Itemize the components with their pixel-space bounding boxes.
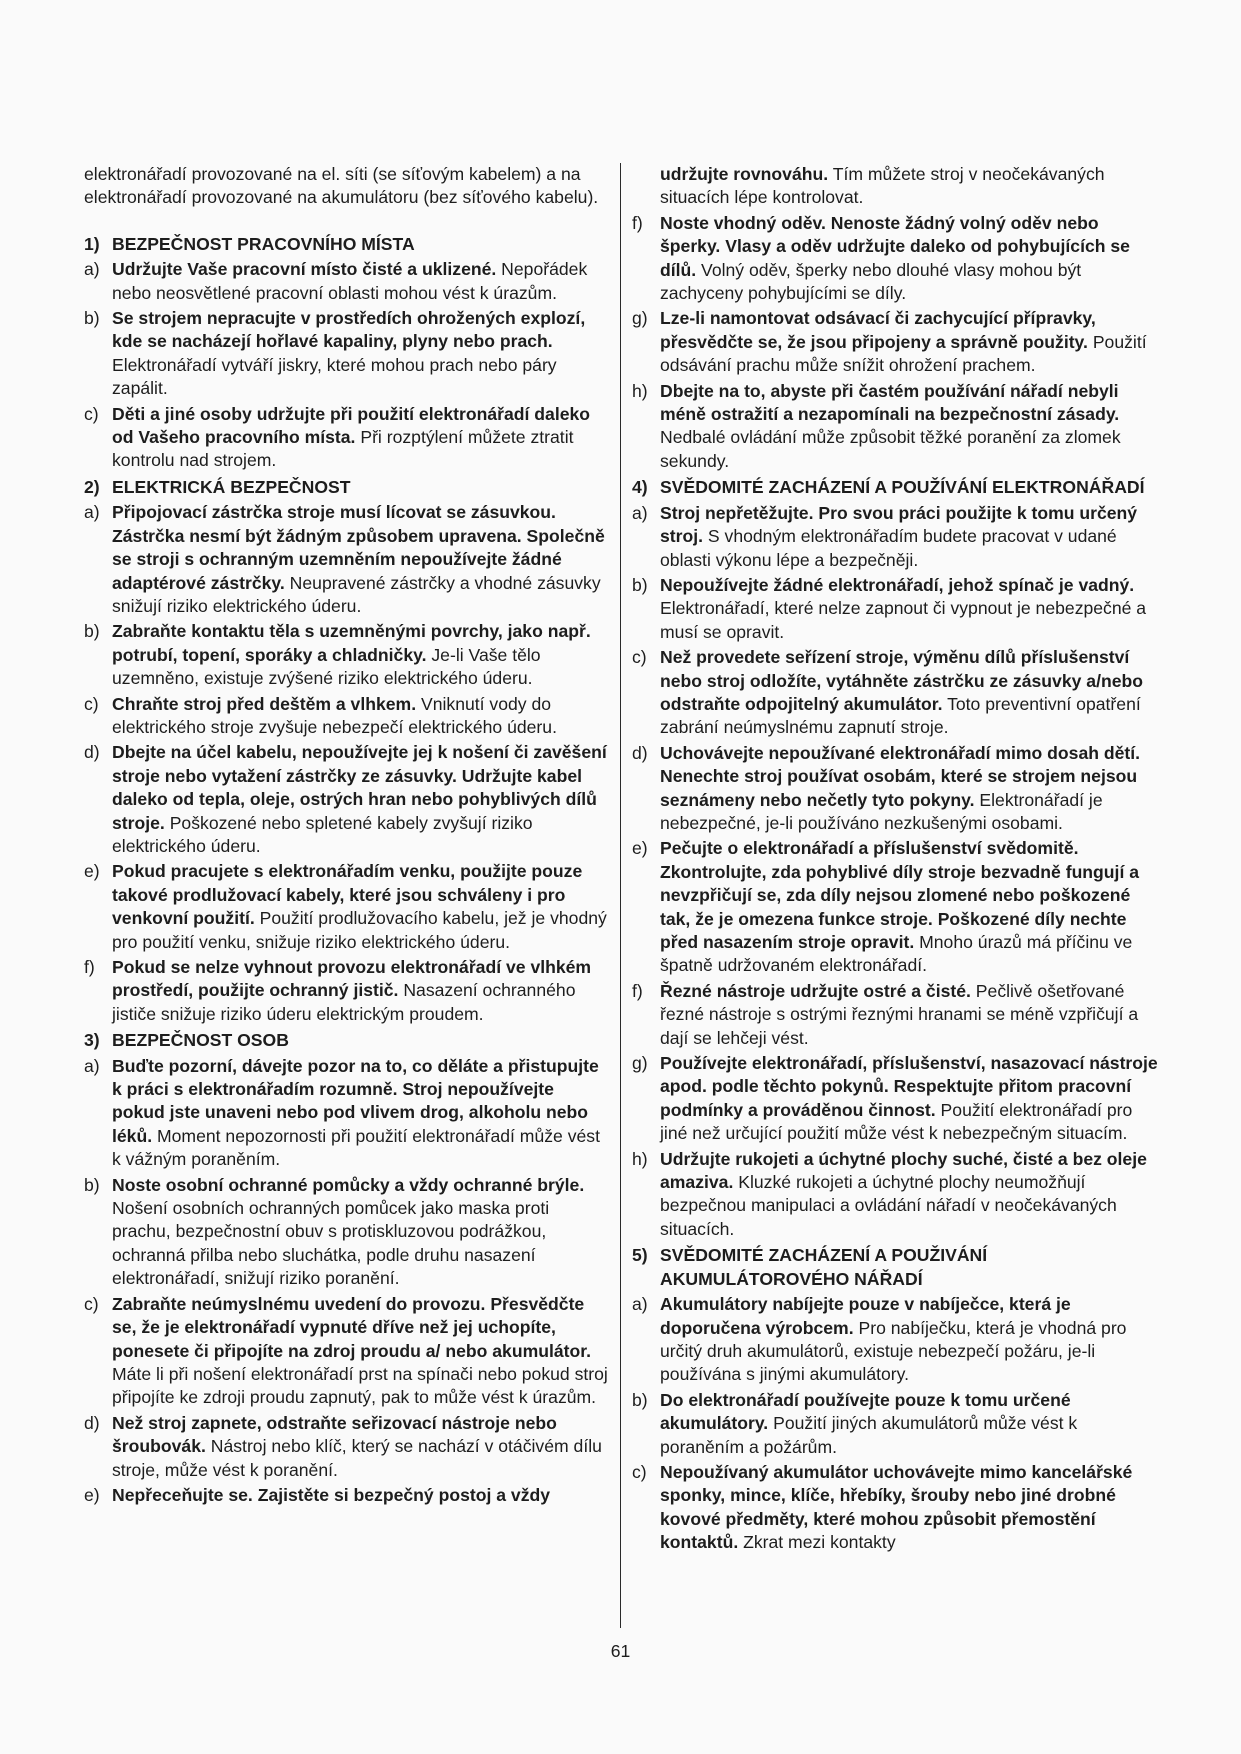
item-text: Nepořádek nebo neosvětlené pracovní oblasti mohou vést k úrazům. [112, 259, 588, 303]
section-title: ELEKTRICKÁ BEZPEČNOST [112, 476, 351, 497]
item-letter: e) [632, 838, 648, 859]
list-item [84, 1174, 610, 1291]
item-text: Použití elektronářadí pro jiné než určující použití může vést k nebezpečným situacím. [660, 1099, 1133, 1144]
section-number: 5) [632, 1245, 648, 1266]
list-item [632, 980, 1162, 1050]
item-bold-text: Akumulátory nabíjejte pouze v nabíječce, která je doporučena výrobcem. [660, 1294, 1071, 1338]
list-item [632, 1389, 1162, 1459]
list-item [84, 956, 610, 1026]
continuation-paragraph: udržujte rovnováhu. Tím můžete stroj v neočekávaných situacích lépe kontrolovat. [660, 164, 1105, 208]
list-item [632, 502, 1162, 572]
item-letter: a) [632, 502, 648, 523]
item-bold-text: Připojovací zástrčka stroje musí lícovat se zásuvkou. Zástrčka nesmí být žádným způsobem upravena. Společně se stroji s ochranným uzemněním nepoužívejte žádné adaptérové zástrčky. [112, 502, 605, 593]
list-item [632, 1461, 1162, 1555]
item-letter: e) [84, 1484, 100, 1505]
item-text: Máte li při nošení elektronářadí prst na spínači nebo pokud stroj připojíte ke zdroji proudu zapnutý, pak to může vést k úrazům. [112, 1363, 608, 1408]
item-bold-text: Se strojem nepracujte v prostředích ohrožených explozí, kde se nacházejí hořlavé kapaliny, plyny nebo prach. [112, 308, 586, 352]
section-title: SVĚDOMITÉ ZACHÁZENÍ A POUŽÍVÁNÍ ELEKTRONÁŘADÍ [660, 477, 1145, 498]
list-item [84, 620, 610, 690]
list-item [84, 1293, 610, 1410]
item-text: Zkrat mezi kontakty [738, 1532, 896, 1553]
item-letter: c) [632, 647, 647, 668]
item-text: Pečlivě ošetřované řezné nástroje s ostrými řeznými hranami se méně vzpřičují a dají se lehčeji vést. [660, 980, 1139, 1048]
item-letter: b) [84, 621, 100, 642]
item-letter: f) [632, 212, 643, 233]
item-letter: d) [632, 742, 648, 763]
list-item [84, 860, 610, 954]
item-letter: f) [632, 980, 643, 1001]
item-bold-text: Používejte elektronářadí, příslušenství, nasazovací nástroje apod. podle těchto pokynů. Respektujte přitom pracovní podmínky a prováděnou činnost. [660, 1053, 1158, 1120]
section-title: SVĚDOMITÉ ZACHÁZENÍ A POUŽIVÁNÍ AKUMULÁTOROVÉHO NÁŘADÍ [660, 1245, 988, 1289]
list-item [632, 380, 1162, 474]
item-bold-text: Udržujte Vaše pracovní místo čisté a uklizené. [112, 259, 497, 280]
item-letter: d) [84, 742, 100, 763]
item-letter: h) [632, 380, 648, 401]
item-bold-text: Děti a jiné osoby udržujte při použití elektronářadí daleko od Vašeho pracovního místa. [112, 403, 591, 448]
section-number: 4) [632, 477, 648, 498]
intro-paragraph: elektronářadí provozované na el. síti (se síťovým kabelem) a na elektronářadí provozované na akumulátoru (bez síťového kabelu). [84, 164, 599, 208]
item-text: Toto preventivní opatření zabrání neúmyslnému zapnutí stroje. [660, 693, 1141, 738]
list-item [632, 1293, 1162, 1387]
item-bold-text: Dbejte na účel kabelu, nepoužívejte jej k nošení či zavěšení stroje nebo vytažení zástrčky ze zásuvky. Udržujte kabel daleko od tepla, oleje, ostrých hran nebo pohyblivých dílů stroje. [112, 742, 607, 833]
left-sections [84, 233, 610, 1508]
list-item [84, 258, 610, 305]
item-bold-text: Nepřeceňujte se. Zajistěte si bezpečný postoj a vždy [112, 1484, 551, 1505]
item-bold-text: Pokud pracujete s elektronářadím venku, použijte pouze takové prodlužovací kabely, které jsou schváleny i pro venkovní použití. [112, 861, 583, 929]
item-bold-text: Nepoužívaný akumulátor uchovávejte mimo kancelářské sponky, mince, klíče, hřebíky, šrouby nebo jiné drobné kovové předměty, které mohou způsobit přemostění kontaktů. [660, 1461, 1133, 1553]
list-item [632, 1148, 1162, 1242]
item-text: Moment nepozornosti při použití elektronářadí může vést k vážným poraněním. [112, 1125, 600, 1170]
item-bold-text: Zabraňte neúmyslnému uvedení do provozu. Přesvědčte se, že je elektronářadí vypnuté dříve než jej uchopíte, ponesete či připojíte na zdroj proudu a/ nebo akumulátor. [112, 1293, 591, 1361]
item-bold-text: Noste vhodný oděv. Nenoste žádný volný oděv nebo šperky. Vlasy a oděv udržujte daleko od pohybujících se dílů. [660, 212, 1130, 280]
item-text: Použití prodlužovacího kabelu, jež je vhodný pro použití venku, snižuje riziko elektrického úderu. [112, 908, 607, 952]
list-item [84, 307, 610, 401]
item-text: Je-li Vaše tělo uzemněno, existuje zvýšené riziko elektrického úderu. [112, 644, 541, 689]
item-bold-text: Stroj nepřetěžujte. Pro svou práci použijte k tomu určený stroj. [660, 502, 1138, 547]
list-item [84, 741, 610, 858]
right-column [632, 163, 1162, 1557]
item-text: S vhodným elektronářadím budete pracovat v udané oblasti výkonu lépe a bezpečněji. [660, 526, 1117, 570]
list-item [632, 646, 1162, 740]
list-item [84, 403, 610, 473]
item-bold-text: Než stroj zapnete, odstraňte seřizovací nástroje nebo šroubovák. [112, 1412, 557, 1457]
item-text: Neupravené zástrčky a vhodné zásuvky snižují riziko elektrického úderu. [112, 572, 601, 616]
list-item [632, 742, 1162, 836]
item-letter: d) [84, 1412, 100, 1433]
list-item [632, 1052, 1162, 1146]
item-letter: a) [632, 1294, 648, 1315]
item-text: Elektronářadí je nebezpečné, je-li používáno nezkušenými osobami. [660, 789, 1103, 833]
section-title: BEZPEČNOST PRACOVNÍHO MÍSTA [112, 233, 415, 254]
item-text: Nasazení ochranného jističe snižuje riziko úderu elektrickým proudem. [112, 980, 576, 1024]
item-text: Nástroj nebo klíč, který se nachází v otáčivém dílu stroje, může vést k poranění. [112, 1436, 602, 1480]
list-item [632, 837, 1162, 977]
item-bold-text: Udržujte rukojeti a úchytné plochy suché, čisté a bez oleje amaziva. [660, 1148, 1147, 1193]
list-item [632, 212, 1162, 306]
section-heading [84, 1029, 610, 1052]
item-bold-text: Do elektronářadí používejte pouze k tomu určené akumulátory. [660, 1389, 1071, 1434]
item-bold-text: Buďte pozorní, dávejte pozor na to, co děláte a přistupujte k práci s elektronářadím rozumně. Stroj nepoužívejte pokud jste unaveni nebo pod vlivem drog, alkoholu nebo léků. [112, 1055, 599, 1146]
item-letter: e) [84, 861, 100, 882]
item-text: Nedbalé ovládání může způsobit těžké poranění za zlomek sekundy. [660, 427, 1121, 471]
item-bold-text: Řezné nástroje udržujte ostré a čisté. [660, 980, 971, 1001]
list-item [84, 1055, 610, 1172]
item-text: Mnoho úrazů má příčinu ve špatně udržovaném elektronářadí. [660, 932, 1133, 976]
item-bold-text: Než provedete seřízení stroje, výměnu dílů příslušenství nebo stroj odložíte, vytáhněte zástrčku ze zásuvky a/nebo odstraňte odpojitelný akumulátor. [660, 647, 1143, 714]
item-letter: f) [84, 957, 95, 977]
item-bold-text: Nepoužívejte žádné elektronářadí, jehož spínač je vadný. [660, 574, 1135, 595]
left-column [84, 163, 610, 1509]
item-letter: c) [84, 403, 99, 424]
item-letter: g) [632, 308, 648, 329]
item-letter: a) [84, 502, 100, 523]
item-letter: a) [84, 1055, 100, 1076]
section-number: 2) [84, 476, 100, 497]
list-item [632, 574, 1162, 644]
section-title: BEZPEČNOST OSOB [112, 1030, 289, 1051]
item-bold-text: Dbejte na to, abyste při častém používání nářadí nebyli méně ostražití a nezapomínali na bezpečnostní zásady. [660, 380, 1120, 425]
item-bold-text: Noste osobní ochranné pomůcky a vždy ochranné brýle. [112, 1174, 585, 1195]
section-heading [84, 476, 610, 499]
list-item [84, 693, 610, 740]
section-number: 1) [84, 233, 100, 254]
item-bold-text: Pečujte o elektronářadí a příslušenství svědomitě. Zkontrolujte, zda pohyblivé díly stroje bezvadně fungují a nevzpřičují se, zda díly nejsou zlomené nebo poškozené tak, že je omezena funkce stroje. Poškozené díly nechte před nasazením stroje opravit. [660, 838, 1140, 952]
item-letter: c) [84, 1293, 99, 1314]
list-item [84, 1412, 610, 1482]
item-bold-text: Chraňte stroj před deštěm a vlhkem. [112, 693, 417, 714]
item-text: Nošení osobních ochranných pomůcek jako maska proti prachu, bezpečnostní obuv s protiskluzovou podrážkou, ochranná přilba nebo sluchátka, podle druhu nasazení elektronářadí, snižují riziko poranění. [112, 1198, 550, 1289]
item-letter: b) [84, 1174, 100, 1195]
right-items-before-section [632, 212, 1162, 473]
column-divider [620, 163, 621, 1628]
item-text: Volný oděv, šperky nebo dlouhé vlasy mohou být zachyceny pohybujícími se díly. [660, 259, 1082, 304]
item-text: Použití odsávání prachu může snížit ohrožení prachem. [660, 331, 1147, 376]
item-text: Kluzké rukojeti a úchytné plochy neumožňují bezpečnou manipulaci a ovládání nářadí v neočekávaných situacích. [660, 1172, 1117, 1239]
page-number: 61 [610, 1641, 631, 1661]
item-bold-text: Lze-li namontovat odsávací či zachycující přípravky, přesvědčte se, že jsou připojeny a správně použity. [660, 308, 1096, 352]
section-number: 3) [84, 1030, 100, 1051]
item-bold-text: Pokud se nelze vyhnout provozu elektronářadí ve vlhkém prostředí, použijte ochranný jistič. [112, 957, 592, 1001]
item-text: Při rozptýlení můžete ztratit kontrolu nad strojem. [112, 427, 574, 471]
item-letter: a) [84, 259, 100, 280]
list-item [84, 1484, 610, 1507]
item-letter: b) [84, 308, 100, 329]
item-letter: b) [632, 1389, 648, 1410]
item-text: Elektronářadí, které nelze zapnout či vypnout je nebezpečné a musí se opravit. [660, 598, 1147, 642]
item-bold-text: Uchovávejte nepoužívané elektronářadí mimo dosah dětí. Nenechte stroj používat osobám, které se strojem nejsou seznámeny nebo nečetly tyto pokyny. [660, 742, 1141, 810]
item-text: Elektronářadí vytváří jiskry, které mohou prach nebo páry zapálit. [112, 354, 557, 399]
item-letter: c) [632, 1461, 647, 1482]
item-letter: g) [632, 1053, 648, 1074]
item-letter: c) [84, 693, 99, 714]
right-sections [632, 476, 1162, 1554]
item-text: Použití jiných akumulátorů může vést k poraněním a požárům. [660, 1413, 1078, 1457]
section-heading [84, 233, 610, 256]
section-heading [632, 1244, 1162, 1291]
item-text: Poškozené nebo spletené kabely zvyšují riziko elektrického úderu. [112, 812, 533, 856]
list-item [84, 501, 610, 618]
section-heading [632, 476, 1162, 499]
item-letter: b) [632, 574, 648, 595]
item-bold-text: Zabraňte kontaktu těla s uzemněnými povrchy, jako např. potrubí, topení, sporáky a chladničky. [112, 621, 591, 665]
item-text: Vniknutí vody do elektrického stroje zvyšuje nebezpečí elektrického úderu. [112, 693, 557, 737]
item-letter: h) [632, 1148, 648, 1169]
item-text: Pro nabíječku, která je vhodná pro určitý druh akumulátorů, existuje nebezpečí požáru, je-li používána s jinými akumulátory. [660, 1317, 1127, 1385]
list-item [632, 307, 1162, 377]
